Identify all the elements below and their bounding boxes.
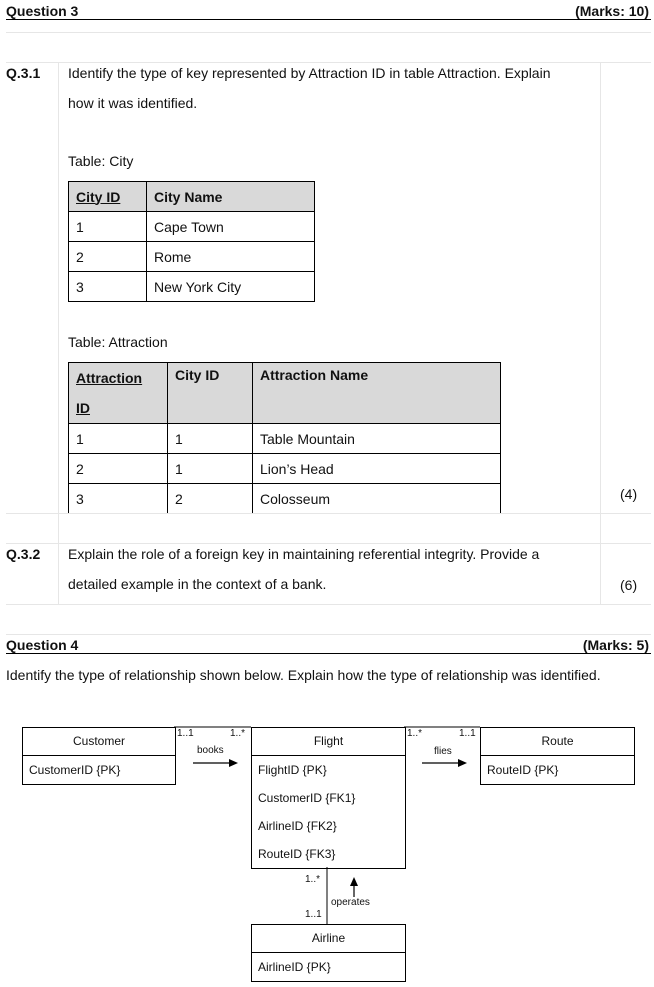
q31-marks: (4): [620, 486, 638, 502]
table-row: 2 1 Lion’s Head: [69, 454, 501, 484]
label-books: books: [197, 745, 224, 756]
attraction-table-caption: Table: Attraction: [68, 334, 168, 350]
mult-flight-bottom: 1..*: [305, 874, 321, 885]
q32-marks: (6): [620, 577, 638, 593]
q31-text: Identify the type of key represented by Attraction ID in table Attraction. Explain how it was identified.: [68, 65, 551, 111]
table-row: 3 2 Colosseum: [69, 484, 501, 514]
city-table-caption: Table: City: [68, 153, 134, 169]
question-4-title: Question 4: [6, 637, 79, 653]
question-3-marks: (Marks: 10): [575, 3, 649, 19]
label-operates: operates: [331, 897, 370, 908]
q32-text: Explain the role of a foreign key in maintaining referential integrity. Provide a detailed example in the context of a bank.: [68, 546, 540, 592]
label-flies: flies: [434, 746, 452, 757]
mult-customer-side: 1..1: [177, 728, 194, 739]
airline-entity: Airline AirlineID {PK}: [251, 924, 406, 982]
flies-arrow: [422, 759, 467, 767]
operates-arrow: [350, 877, 358, 897]
mult-flight-right: 1..*: [407, 728, 423, 739]
table-row: 2 Rome: [69, 242, 315, 272]
mult-flight-left: 1..*: [230, 728, 246, 739]
table-row: 3 New York City: [69, 272, 315, 302]
table-header-row: City ID City Name: [69, 182, 315, 212]
flight-entity: Flight FlightID {PK} CustomerID {FK1} AirlineID {FK2} RouteID {FK3}: [251, 727, 406, 869]
mult-route-side: 1..1: [459, 728, 476, 739]
q31-number: Q.3.1: [6, 65, 41, 81]
question-4-marks: (Marks: 5): [582, 637, 649, 653]
table-row: 1 Cape Town: [69, 212, 315, 242]
route-entity: Route RouteID {PK}: [480, 727, 635, 785]
customer-entity: Customer CustomerID {PK}: [22, 727, 176, 785]
books-arrow: [193, 759, 238, 767]
q32-number: Q.3.2: [6, 546, 41, 562]
mult-airline-side: 1..1: [305, 909, 322, 920]
table-header-row: Attraction ID City ID Attraction Name: [69, 363, 501, 424]
question-3-title: Question 3: [6, 3, 79, 19]
table-row: 1 1 Table Mountain: [69, 424, 501, 454]
question-4-text: Identify the type of relationship shown below. Explain how the type of relationship was identified.: [6, 667, 601, 683]
